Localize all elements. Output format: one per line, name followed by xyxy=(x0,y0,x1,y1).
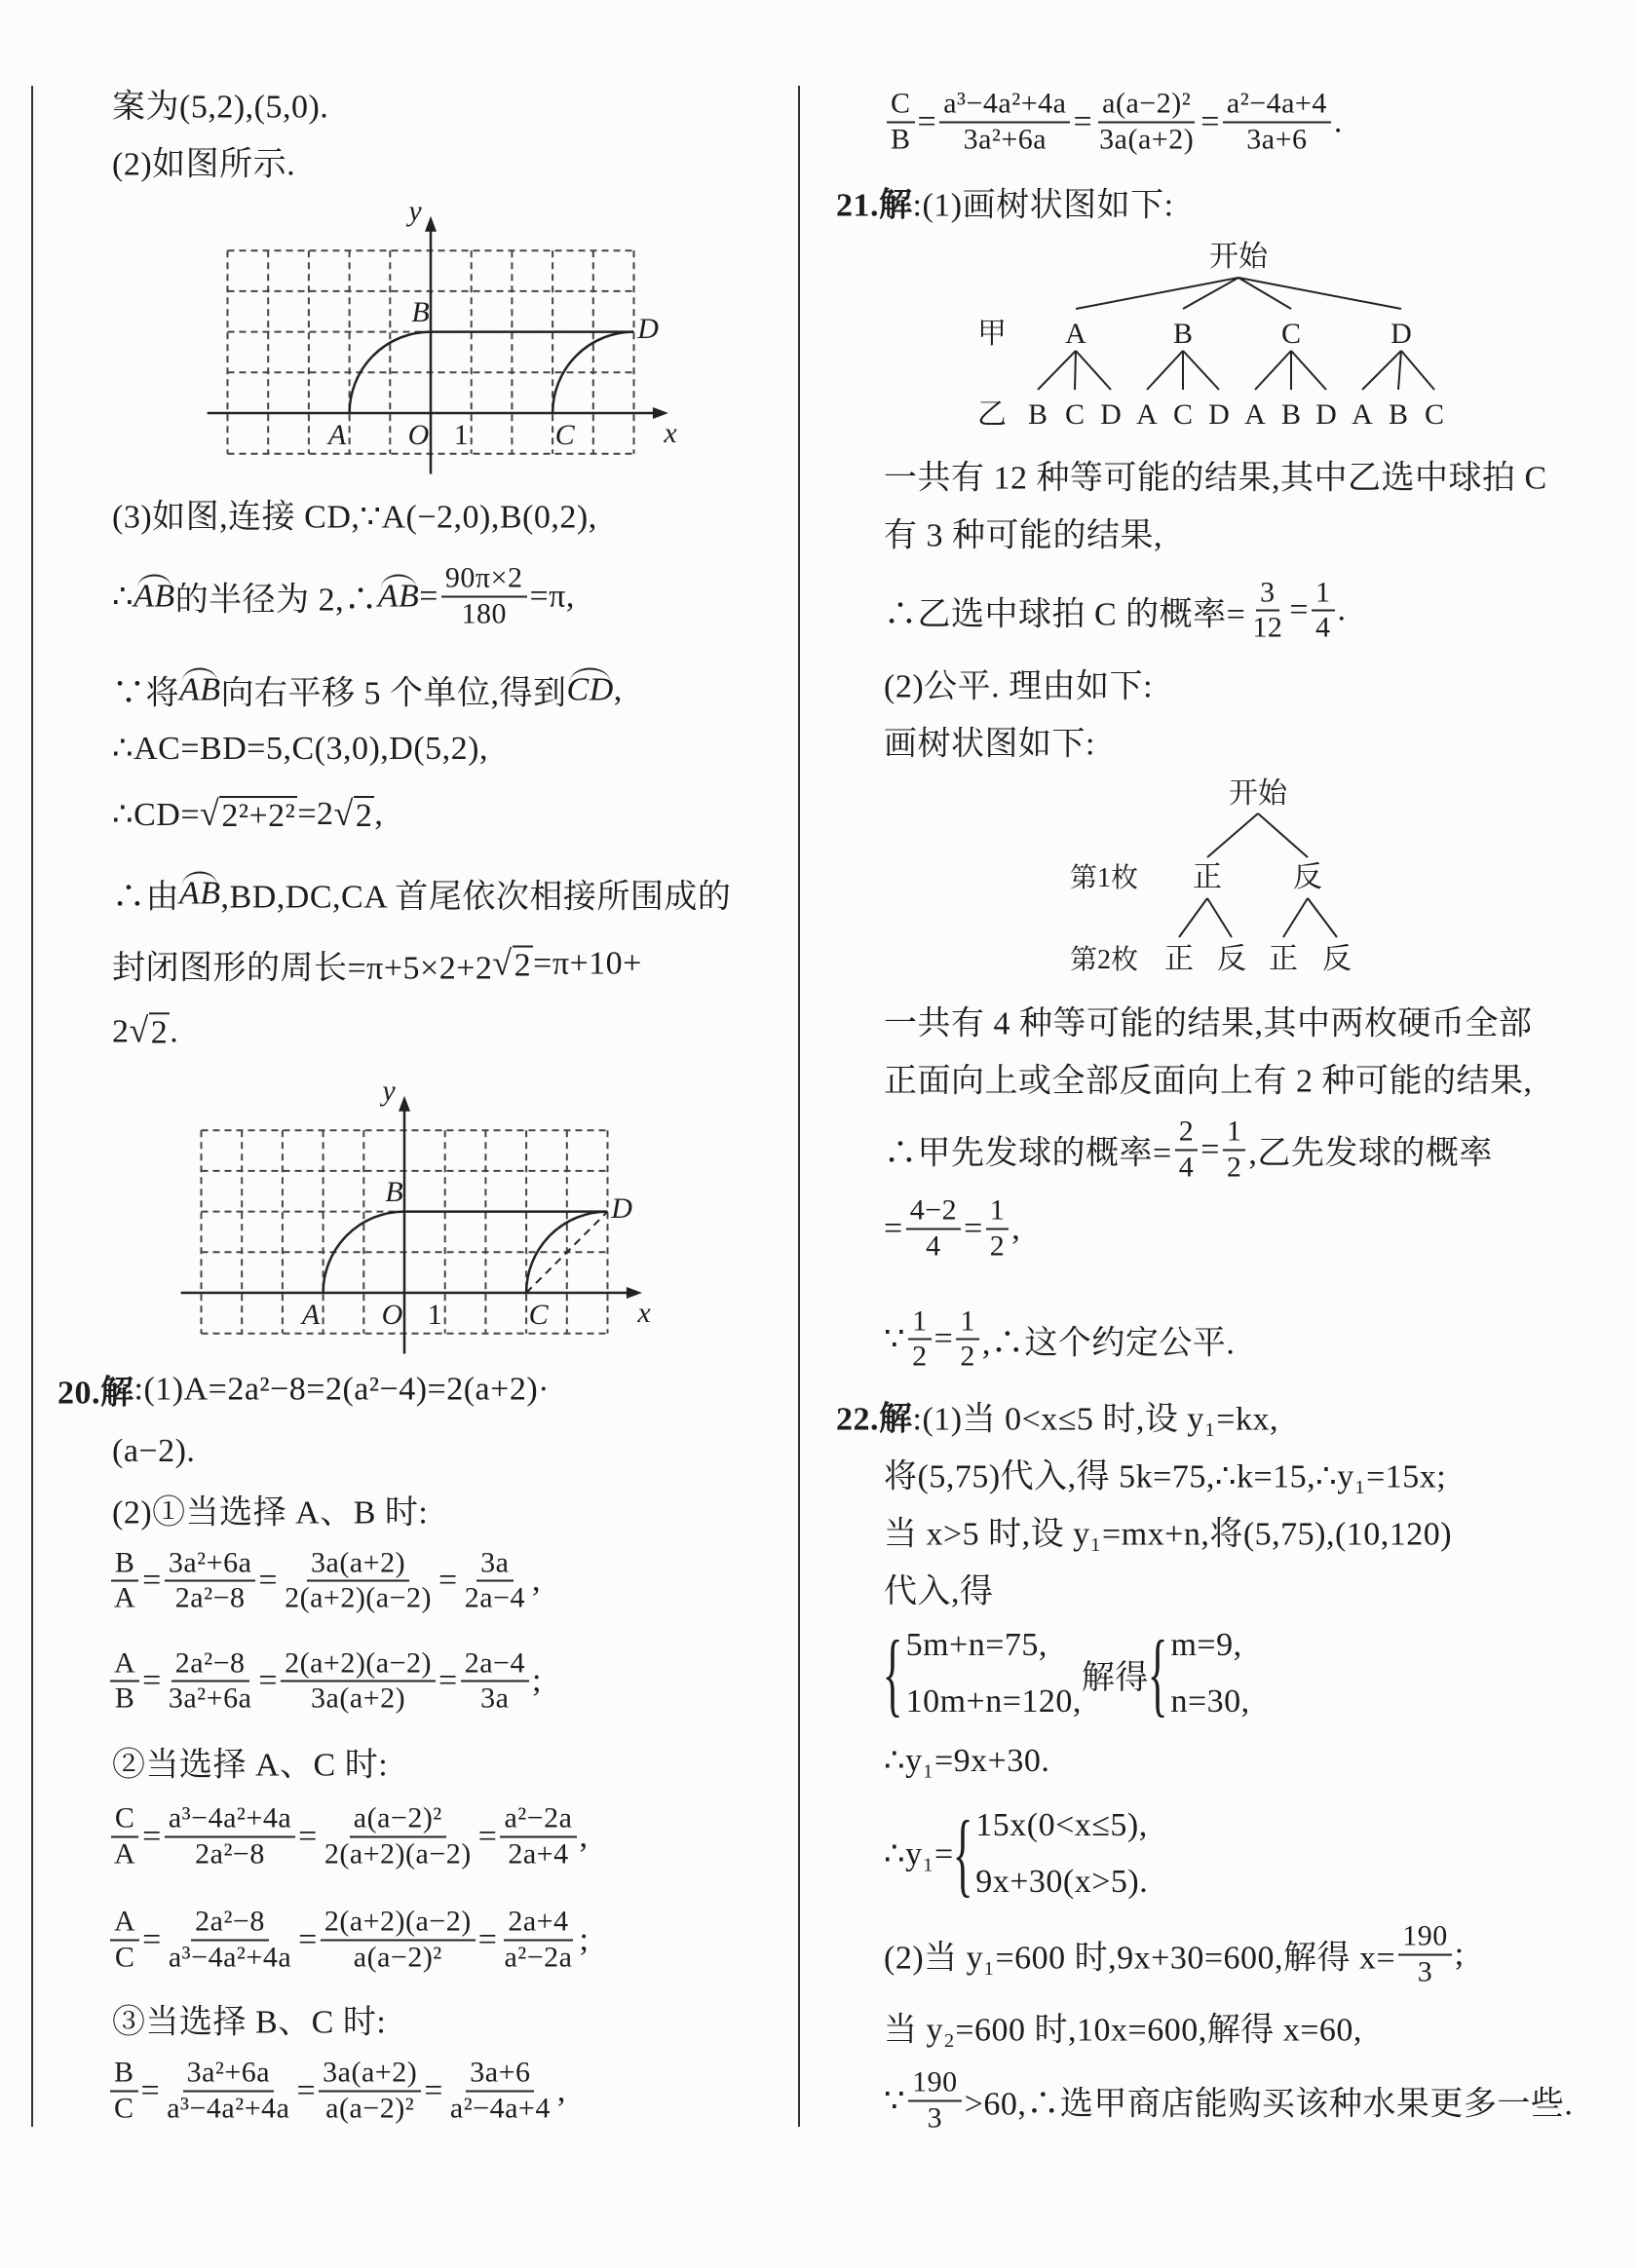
x-axis-label: x xyxy=(637,1297,651,1329)
text-run: = xyxy=(1200,1131,1220,1167)
text-run: 正面向上或全部反面向上有 2 种可能的结果, xyxy=(884,1063,1533,1100)
arc-notation: AB xyxy=(133,578,175,615)
fraction-denominator: B xyxy=(891,123,911,156)
fraction-numerator: 3a²+6a xyxy=(183,2057,275,2093)
fraction-numerator: a²−4a+4 xyxy=(1223,88,1331,124)
text-run: >60,∴选甲商店能购买该种水果更多一些. xyxy=(964,2086,1574,2123)
fraction-numerator: 3 xyxy=(1256,576,1279,612)
text-run: = xyxy=(258,1662,279,1699)
tree-level1-label: 甲 xyxy=(977,318,1007,350)
fraction-denominator: 3a²+6a xyxy=(168,1682,252,1715)
text-run: ∴y₁= xyxy=(884,1835,954,1872)
fraction-denominator: 12 xyxy=(1252,611,1283,644)
tree-leaf: C xyxy=(1424,398,1445,431)
fraction-numerator: A xyxy=(110,1906,139,1942)
fraction-numerator: 2a²−8 xyxy=(191,1906,269,1942)
fraction-denominator: A xyxy=(114,1581,136,1614)
fraction-denominator: 3a²+6a xyxy=(963,123,1048,156)
tree-level2-label: 乙 xyxy=(977,398,1007,431)
text-run: = xyxy=(964,1210,983,1247)
text-run: = xyxy=(1200,103,1220,140)
radicand: 2 xyxy=(355,797,373,834)
text-run: = xyxy=(419,578,438,615)
system-row: m=9, xyxy=(1170,1627,1242,1664)
fraction-numerator: a(a−2)² xyxy=(350,1802,446,1838)
tree-leaf: C xyxy=(1064,398,1086,431)
tree-node: B xyxy=(1172,318,1194,350)
point-label-C: C xyxy=(528,1299,549,1331)
text-run: , xyxy=(1011,1210,1021,1247)
tree-branch xyxy=(1075,351,1076,390)
problem-number: 22.解 xyxy=(836,1401,913,1438)
text-run: ; xyxy=(579,1921,590,1958)
tree-leaf: 正 xyxy=(1269,943,1298,975)
point-label-C: C xyxy=(554,419,575,451)
text-run: :(1)当 0<x≤5 时,设 y₁=kx, xyxy=(912,1401,1278,1438)
text-run: (2)当 y₁=600 时,9x+30=600,解得 x= xyxy=(884,1940,1396,1977)
radicand: 2 xyxy=(514,947,532,984)
text-run: ∴ xyxy=(112,579,134,616)
tree-leaf: 正 xyxy=(1164,943,1194,975)
fraction-numerator: 1 xyxy=(986,1194,1009,1230)
text-run: 向右平移 5 个单位,得到 xyxy=(220,675,567,712)
tree-branch xyxy=(1398,351,1401,390)
tree-root-label: 开始 xyxy=(1229,777,1287,810)
text-run: ③当选择 B、C 时: xyxy=(112,2004,387,2041)
text-run: = xyxy=(438,1662,458,1699)
fraction-numerator: 4−2 xyxy=(906,1194,961,1230)
text-run: 当 y₂=600 时,10x=600,解得 x=60, xyxy=(884,2012,1362,2049)
text-run: , xyxy=(531,1562,541,1599)
point-label-A: A xyxy=(327,419,347,451)
text-run: , xyxy=(374,796,384,833)
text-run: ,乙先发球的概率 xyxy=(1248,1135,1493,1172)
fraction-denominator: 2 xyxy=(960,1340,975,1373)
text-run: 当 x>5 时,设 y₁=mx+n,将(5,75),(10,120) xyxy=(884,1516,1453,1553)
tree-branch xyxy=(1076,351,1111,390)
text-run: 一共有 12 种等可能的结果,其中乙选中球拍 C xyxy=(884,460,1547,497)
problem-number: 21.解 xyxy=(836,187,913,223)
fraction-denominator: a³−4a²+4a xyxy=(168,1941,292,1974)
fraction-numerator: 2a−4 xyxy=(461,1646,529,1682)
fraction-numerator: 1 xyxy=(908,1304,932,1341)
fraction-numerator: 2a²−8 xyxy=(171,1646,249,1682)
fraction-denominator: 4 xyxy=(1178,1151,1195,1183)
fraction-denominator: 2a²−8 xyxy=(195,1837,265,1871)
fraction-denominator: B xyxy=(114,1682,135,1715)
text-run: 封闭图形的周长=π+5×2+2 xyxy=(112,950,493,987)
text-run: 代入,得 xyxy=(884,1573,994,1610)
tree-node: 反 xyxy=(1293,861,1322,893)
text-run: , xyxy=(556,2072,566,2109)
text-run: = xyxy=(140,2072,161,2109)
tree-branch xyxy=(1258,813,1308,857)
text-run: = xyxy=(477,1921,498,1958)
text-run: 2 xyxy=(112,1013,130,1050)
text-run: ∴CD= xyxy=(112,797,201,834)
fraction-numerator: 2(a+2)(a−2) xyxy=(281,1646,436,1682)
fraction-numerator: 90π×2 xyxy=(441,562,527,598)
fraction-denominator: 3 xyxy=(927,2101,943,2135)
fraction-numerator: 3a xyxy=(476,1546,513,1582)
text-run: 解得 xyxy=(1081,1659,1149,1696)
y-axis-arrow-icon xyxy=(399,1096,410,1112)
origin-label: O xyxy=(381,1299,403,1331)
text-run: , xyxy=(579,1818,589,1855)
text-run: ∴乙选中球拍 C 的概率= xyxy=(884,596,1246,633)
text-run: = xyxy=(298,1818,318,1855)
fraction-denominator: 2a−4 xyxy=(464,1581,525,1614)
tree-branch xyxy=(1255,351,1291,390)
origin-label: O xyxy=(407,419,430,451)
unit-tick-label: 1 xyxy=(427,1299,442,1331)
tree-node: A xyxy=(1065,318,1086,350)
text-run: = xyxy=(142,1662,162,1699)
tree-leaf: A xyxy=(1136,398,1158,431)
text-run: , xyxy=(613,671,623,707)
fraction-denominator: 2 xyxy=(912,1340,928,1373)
text-run: 一共有 4 种等可能的结果,其中两枚硬币全部 xyxy=(884,1005,1533,1042)
tree-leaf: 反 xyxy=(1217,943,1246,975)
tree-leaf: B xyxy=(1280,398,1302,431)
arc-notation: AB xyxy=(179,671,221,707)
text-run: =π+10+ xyxy=(533,945,642,982)
tree-branch xyxy=(1147,351,1183,390)
text-run: ∴甲先发球的概率= xyxy=(884,1135,1172,1172)
text-run: = xyxy=(298,1921,318,1958)
tree-branch xyxy=(1183,351,1219,390)
text-run: :(1)A=2a²−8=2(a²−4)=2(a+2)· xyxy=(133,1371,550,1408)
text-run: ,∴这个约定公平. xyxy=(981,1325,1236,1362)
text-run: = xyxy=(477,1818,498,1855)
text-run: = xyxy=(1073,103,1093,140)
fraction-denominator: a²−4a+4 xyxy=(449,2092,551,2125)
unit-tick-label: 1 xyxy=(453,419,469,451)
text-run: 画树状图如下: xyxy=(884,726,1095,763)
text-run: :(1)画树状图如下: xyxy=(912,187,1174,223)
text-run: 有 3 种可能的结果, xyxy=(884,517,1162,554)
fraction-denominator: a³−4a²+4a xyxy=(167,2092,290,2125)
fraction-denominator: 2(a+2)(a−2) xyxy=(324,1837,472,1871)
fraction-denominator: 3a(a+2) xyxy=(1099,123,1195,156)
fraction-denominator: A xyxy=(114,1837,136,1871)
fraction-numerator: 1 xyxy=(956,1304,979,1341)
fraction-denominator: 3a xyxy=(480,1682,510,1715)
fraction-numerator: a²−2a xyxy=(500,1802,576,1838)
text-run: ; xyxy=(531,1662,542,1699)
y-axis-label: y xyxy=(382,1074,396,1107)
system-row: n=30, xyxy=(1170,1683,1250,1720)
tree-leaf: A xyxy=(1244,398,1266,431)
text-run: = xyxy=(917,103,937,140)
text-run: ∴AC=BD=5,C(3,0),D(5,2), xyxy=(112,731,488,768)
text-run: = xyxy=(884,1210,903,1247)
fraction-denominator: 180 xyxy=(461,597,507,630)
fraction-numerator: 2 xyxy=(1175,1115,1199,1152)
radicand: 2 xyxy=(150,1014,169,1051)
fraction-numerator: B xyxy=(110,2057,138,2093)
fraction-numerator: a(a−2)² xyxy=(1098,88,1195,124)
radical-sign-icon: √ xyxy=(200,793,220,833)
radicand: 2²+2² xyxy=(221,797,296,834)
problem-number: 20.解 xyxy=(57,1375,134,1412)
fraction-denominator: 3a+6 xyxy=(1246,123,1308,156)
text-run: = xyxy=(424,2072,443,2109)
tree-level2-label: 第2枚 xyxy=(1069,945,1139,975)
arc-notation: AB xyxy=(377,578,420,615)
text-run: = xyxy=(1289,591,1310,628)
text-run: ②当选择 A、C 时: xyxy=(112,1747,389,1784)
tree-leaf: A xyxy=(1352,398,1373,431)
text-run: ∵ xyxy=(884,1321,906,1358)
fraction-denominator: 2a+4 xyxy=(508,1837,569,1871)
fraction-numerator: 2(a+2)(a−2) xyxy=(321,1906,476,1942)
text-run: =2 xyxy=(297,796,334,833)
tree-branch xyxy=(1038,351,1076,390)
fraction-denominator: 3 xyxy=(1417,1955,1433,1987)
text-run: = xyxy=(258,1562,279,1599)
text-run: = xyxy=(142,1562,162,1599)
left-brace-icon: { xyxy=(952,1800,973,1906)
fraction-numerator: 3a(a+2) xyxy=(319,2057,421,2093)
fraction-denominator: C xyxy=(114,1941,135,1974)
fraction-numerator: a³−4a²+4a xyxy=(939,88,1070,124)
point-label-D: D xyxy=(637,312,659,345)
radical-sign-icon: √ xyxy=(333,793,354,833)
text-run: =π, xyxy=(529,578,575,615)
fraction-numerator: a³−4a²+4a xyxy=(165,1802,295,1838)
point-label-B: B xyxy=(411,296,430,329)
text-run: (2)如图所示. xyxy=(112,146,296,183)
tree-branch xyxy=(1308,898,1337,937)
text-run: = xyxy=(142,1921,162,1958)
arc-notation: AB xyxy=(179,875,221,912)
fraction-denominator: a(a−2)² xyxy=(325,2092,415,2125)
x-axis-label: x xyxy=(664,417,677,449)
tree-level1-label: 第1枚 xyxy=(1069,863,1139,893)
text-run: ,BD,DC,CA 首尾依次相接所围成的 xyxy=(220,879,732,916)
fraction-numerator: C xyxy=(111,1802,139,1838)
text-run: (2)①当选择 A、B 时: xyxy=(112,1494,429,1531)
fraction-numerator: 3a(a+2) xyxy=(307,1546,409,1582)
fraction-denominator: 3a(a+2) xyxy=(311,1682,406,1715)
fraction-denominator: 2 xyxy=(989,1229,1006,1263)
tree-branch xyxy=(1179,898,1207,937)
text-run: 将(5,75)代入,得 5k=75,∴k=15,∴y₁=15x; xyxy=(884,1458,1447,1495)
text-run: . xyxy=(1337,591,1347,628)
tree-node: C xyxy=(1280,318,1302,350)
fraction-denominator: 2 xyxy=(1226,1151,1242,1183)
tree-branch xyxy=(1283,898,1308,937)
point-label-D: D xyxy=(611,1191,632,1225)
system-row: 15x(0<x≤5), xyxy=(975,1806,1148,1843)
point-label-B: B xyxy=(385,1176,403,1209)
text-run: = xyxy=(438,1562,458,1599)
y-axis-label: y xyxy=(408,194,422,227)
text-run: 案为(5,2),(5,0). xyxy=(112,89,329,126)
text-run: = xyxy=(142,1818,162,1855)
tree-leaf: C xyxy=(1172,398,1194,431)
y-axis-arrow-icon xyxy=(425,216,437,232)
arc-notation: CD xyxy=(566,671,614,707)
system-row: 5m+n=75, xyxy=(905,1627,1048,1664)
fraction-denominator: C xyxy=(114,2092,134,2125)
tree-branch xyxy=(1362,351,1401,390)
fraction-denominator: 4 xyxy=(926,1229,941,1263)
fraction-denominator: 2(a+2)(a−2) xyxy=(285,1581,433,1614)
fraction-numerator: 190 xyxy=(1398,1920,1452,1956)
fraction-numerator: C xyxy=(887,88,915,124)
text-run: (3)如图,连接 CD,∵A(−2,0),B(0,2), xyxy=(112,499,597,536)
left-brace-icon: { xyxy=(882,1621,903,1726)
text-run: ; xyxy=(1454,1936,1465,1972)
fraction-numerator: 190 xyxy=(908,2066,962,2102)
fraction-numerator: 3a+6 xyxy=(466,2057,534,2093)
fraction-denominator: 4 xyxy=(1315,611,1331,644)
tree-root-label: 开始 xyxy=(1209,241,1268,273)
fraction-denominator: a²−2a xyxy=(504,1941,573,1974)
tree-leaf: D xyxy=(1208,398,1230,431)
text-run: = xyxy=(296,2072,317,2109)
text-run: (a−2). xyxy=(112,1432,196,1469)
tree-leaf: 反 xyxy=(1322,943,1352,975)
tree-leaf: D xyxy=(1315,398,1337,431)
text-run: ∵将 xyxy=(112,675,179,712)
system-row: 10m+n=120, xyxy=(905,1683,1082,1720)
tree-leaf: B xyxy=(1388,398,1409,431)
text-run: ∴y₁=9x+30. xyxy=(884,1742,1050,1779)
tree-branch xyxy=(1291,351,1326,390)
tree-node: 正 xyxy=(1193,861,1222,893)
text-run: . xyxy=(1333,103,1343,140)
fraction-numerator: 1 xyxy=(1312,576,1335,612)
fraction-numerator: 3a²+6a xyxy=(165,1546,256,1582)
text-run: = xyxy=(933,1320,954,1357)
tree-branch xyxy=(1076,278,1238,309)
tree-leaf: D xyxy=(1100,398,1122,431)
fraction-numerator: A xyxy=(110,1646,139,1682)
tree-branch xyxy=(1207,898,1232,937)
text-run: . xyxy=(170,1013,179,1050)
text-run: ∴由 xyxy=(112,879,179,916)
fraction-numerator: 2a+4 xyxy=(504,1906,572,1942)
tree-branch xyxy=(1207,813,1258,857)
fraction-numerator: B xyxy=(111,1546,139,1582)
fraction-numerator: 1 xyxy=(1223,1115,1246,1152)
left-brace-icon: { xyxy=(1147,1621,1168,1726)
fraction-denominator: 2a²−8 xyxy=(174,1581,246,1614)
tree-leaf: B xyxy=(1027,398,1048,431)
text-run: 的半径为 2,∴ xyxy=(174,582,378,619)
system-row: 9x+30(x>5). xyxy=(975,1863,1149,1900)
text-run: (2)公平. 理由如下: xyxy=(884,668,1154,705)
radical-sign-icon: √ xyxy=(492,943,513,983)
tree-node: D xyxy=(1390,318,1412,350)
fraction-denominator: a(a−2)² xyxy=(353,1941,442,1974)
point-label-A: A xyxy=(301,1299,321,1331)
tree-branch xyxy=(1401,351,1434,390)
text-run: ∵ xyxy=(884,2083,906,2120)
radical-sign-icon: √ xyxy=(129,1010,149,1050)
